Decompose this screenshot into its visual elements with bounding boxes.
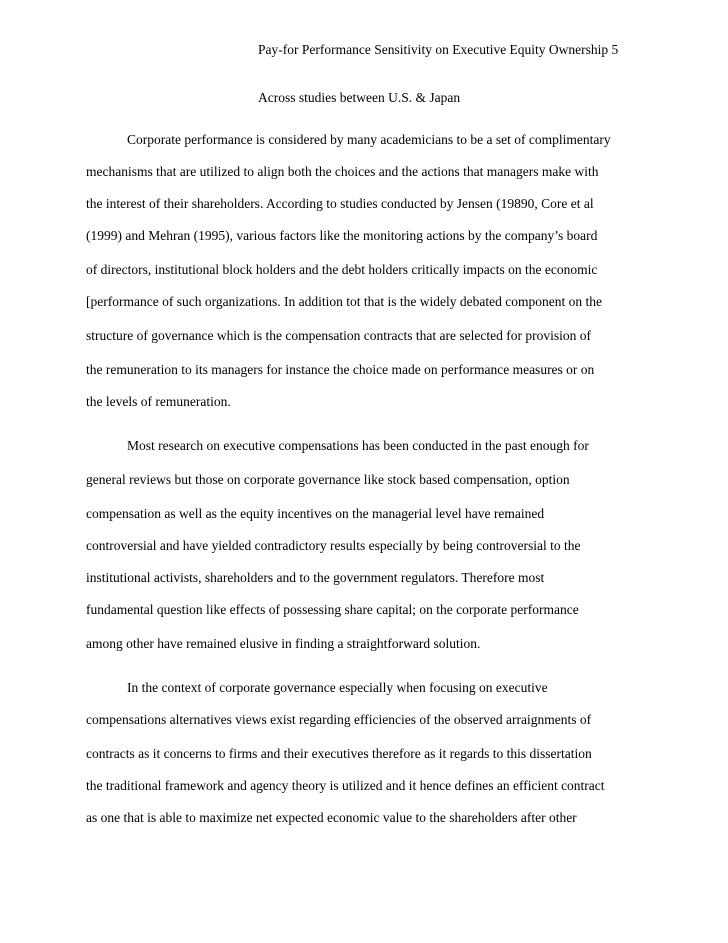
paragraph-line: contracts as it concerns to firms and their executives therefore as it regards to this dissertation [86, 746, 592, 761]
paragraph-line: fundamental question like effects of possessing share capital; on the corporate performance [86, 602, 579, 617]
paragraph-line: of directors, institutional block holders and the debt holders critically impacts on the economic [86, 262, 598, 277]
paragraph-line: [performance of such organizations. In addition tot that is the widely debated component on the [86, 294, 602, 309]
section-title: Across studies between U.S. & Japan [258, 90, 461, 105]
paragraph-line: as one that is able to maximize net expected economic value to the shareholders after other [86, 810, 577, 825]
paragraph-line: among other have remained elusive in finding a straightforward solution. [86, 636, 481, 651]
paragraph-line: In the context of corporate governance especially when focusing on executive [127, 680, 548, 695]
paragraph-line: general reviews but those on corporate governance like stock based compensation, option [86, 472, 570, 487]
paragraph-line: the remuneration to its managers for instance the choice made on performance measures or on [86, 362, 595, 377]
paragraph-line: mechanisms that are utilized to align both the choices and the actions that managers make with [86, 164, 599, 179]
paragraph-line: compensation as well as the equity incentives on the managerial level have remained [86, 506, 545, 521]
paragraph-line: compensations alternatives views exist regarding efficiencies of the observed arraignments of [86, 712, 592, 727]
paragraph-line: structure of governance which is the compensation contracts that are selected for provision of [86, 328, 591, 343]
paragraph-line: controversial and have yielded contradictory results especially by being controversial to the [86, 538, 581, 553]
paragraph-line: the traditional framework and agency theory is utilized and it hence defines an efficient contract [86, 778, 605, 793]
paragraph-line: Corporate performance is considered by many academicians to be a set of complimentary [127, 132, 611, 147]
paragraph-line: Most research on executive compensations has been conducted in the past enough for [127, 438, 589, 453]
paragraph-line: institutional activists, shareholders and to the government regulators. Therefore most [86, 570, 545, 585]
running-head: Pay-for Performance Sensitivity on Executive Equity Ownership 5 [258, 42, 619, 57]
paragraph-line: the levels of remuneration. [86, 394, 231, 409]
paragraph-line: the interest of their shareholders. According to studies conducted by Jensen (19890, Core et al [86, 196, 594, 211]
paragraph-line: (1999) and Mehran (1995), various factors like the monitoring actions by the company’s board [86, 228, 598, 243]
